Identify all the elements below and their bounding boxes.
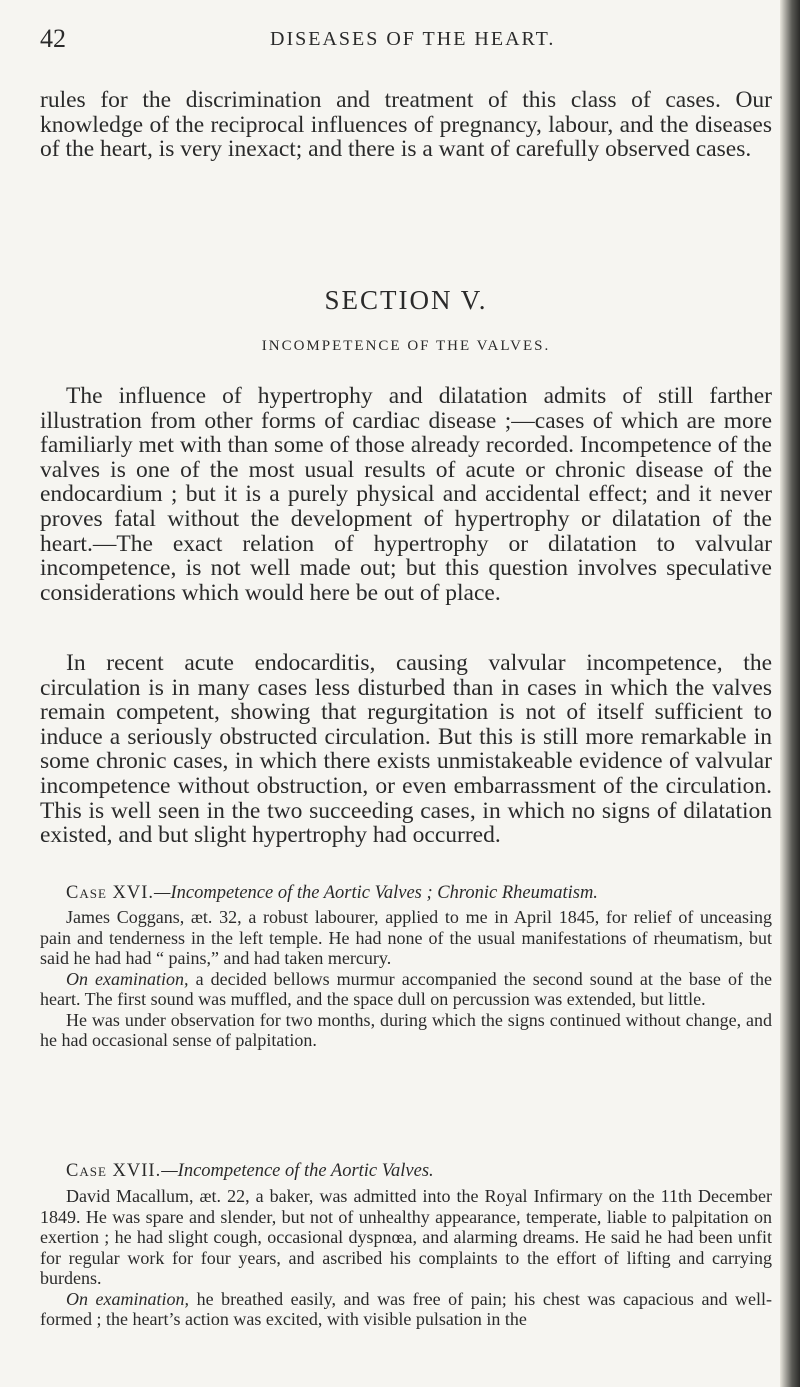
case-text: he breathed easily, and was free of pain; his chest was capacious and well-formed ; the heart’s action was excited, with visible pulsation in the (40, 1288, 773, 1329)
body-paragraph-2: In recent acute endocarditis, causing valvular incompetence, the circulation is in many cases less disturbed than in cases in which the valves remain competent, showing that regurgitation is not of itself sufficient to induce a seriously obstructed circulation. But this is still more remarkable in some chronic cases, in which there exists unmistakeable evidence of valvular incompetence without obstruction, or even embarrassment of the circulation. This is well seen in the two succeeding cases, in which no signs of dilatation existed, and but slight hypertrophy had occurred. (40, 650, 772, 849)
case-paragraph (40, 1010, 772, 1051)
continued-paragraph: rules for the discrimination and treatment of this class of cases. Our knowledge of the reciprocal influences of pregnancy, labour, and the diseases of the heart, is very inexact; and there is a want of carefully observed cases. (40, 87, 772, 163)
case-title: —Incompetence of the Aortic Valves ; Chronic Rheumatism. (154, 883, 598, 903)
book-spine-shadow (780, 0, 800, 1387)
case-paragraph (40, 969, 772, 1010)
case-heading (40, 883, 772, 904)
case-label: Case XVII. (66, 1161, 162, 1181)
case-text: He was under observation for two months, during which the signs continued without change, and he had occasional sense of palpitation. (40, 1009, 772, 1050)
case-lead: On examination, (66, 1288, 190, 1309)
section-subtitle: INCOMPETENCE OF THE VALVES. (261, 338, 551, 354)
page-number: 42 (40, 24, 66, 53)
case-paragraph (40, 1186, 772, 1289)
case-title: —Incompetence of the Aortic Valves. (161, 1161, 434, 1181)
case-body (40, 907, 772, 1051)
running-head (40, 22, 780, 58)
case-text: James Coggans, æt. 32, a robust labourer, applied to me in April 1845, for relief of unceasing pain and tenderness in the left temple. He had none of the usual manifestations of rheumatism, but said he had had “ pains,” and had taken mercury. (40, 907, 772, 968)
case-body (40, 1186, 772, 1330)
case-label: Case XVI. (66, 883, 155, 903)
body-paragraph-1: The influence of hypertrophy and dilatation admits of still farther illustration from other forms of cardiac disease ;—cases of which are more familiarly met with than some of those already recorded. Incompetence of the valves is one of the most usual results of acute or chronic disease of the endocardium ; but it is a purely physical and accidental effect; and it never proves fatal without the development of hypertrophy or dilatation of the heart.—The exact relation of hypertrophy or dilatation to valvular incompetence, is not well made out; but this question involves speculative considerations which would here be out of place. (40, 383, 772, 606)
section-title: SECTION V. (324, 285, 488, 315)
case-heading (40, 1161, 772, 1182)
case-paragraph (40, 907, 772, 969)
case-lead: On examination, (66, 968, 189, 989)
case-text: David Macallum, æt. 22, a baker, was admitted into the Royal Infirmary on the 11th December 1849. He was spare and slender, but not of unhealthy appearance, temperate, liable to palpitation on exertion ; he had slight cough, occasional dyspnœa, and alarming dreams. He said he had been unfit for regular work for four years, and ascribed his complaints to the effort of lifting and carrying burdens. (40, 1186, 772, 1288)
running-title: DISEASES OF THE HEART. (270, 28, 556, 50)
case-paragraph (40, 1289, 772, 1330)
case-text: a decided bellows murmur accompanied the second sound at the base of the heart. The first sound was muffled, and the space dull on percussion was extended, but little. (40, 968, 772, 1009)
